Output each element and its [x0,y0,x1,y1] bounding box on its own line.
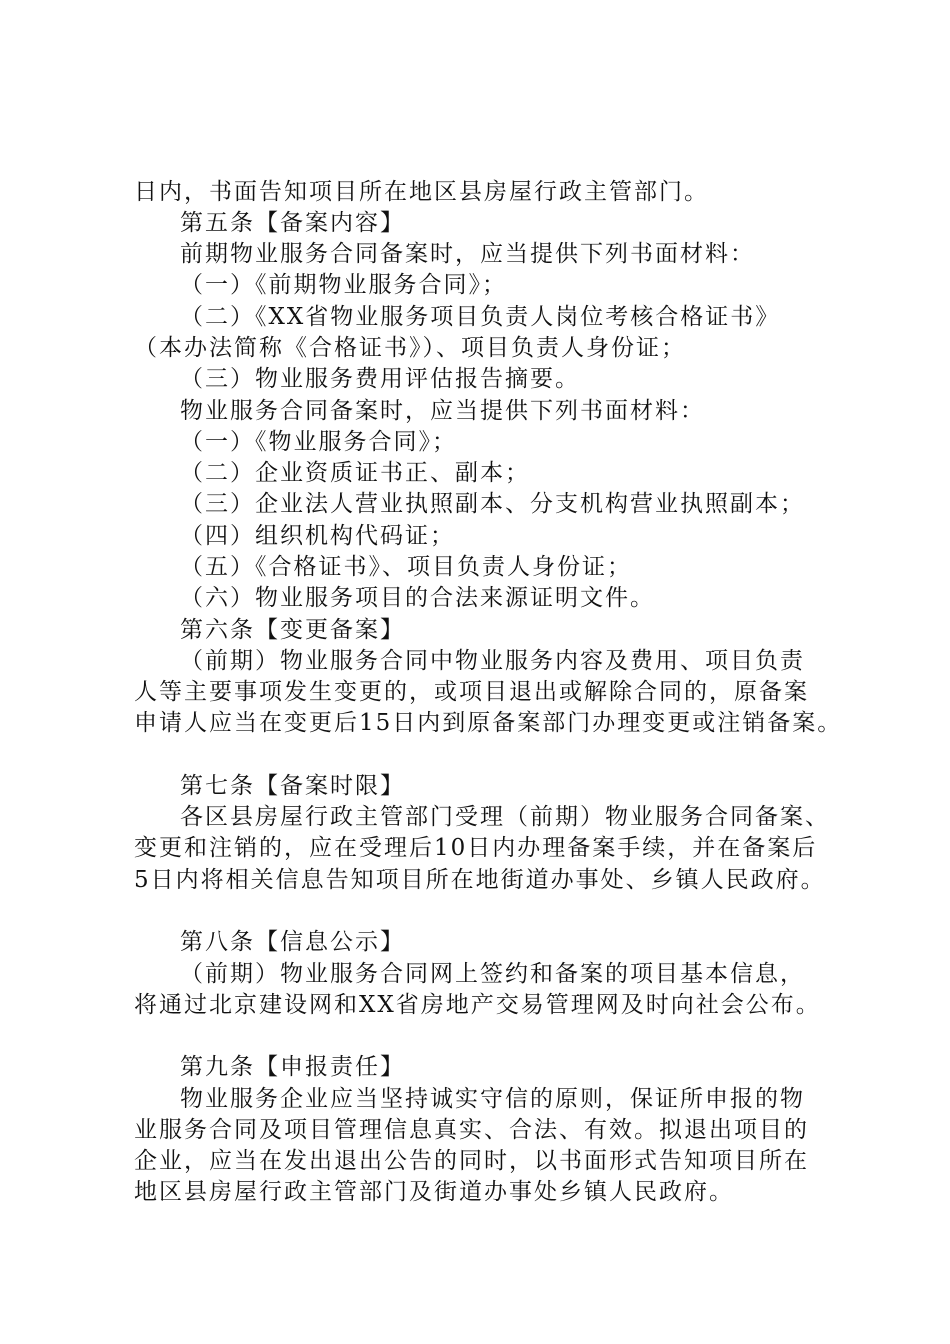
text-line: （前期）物业服务合同网上签约和备案的项目基本信息， [180,961,805,987]
text-line: 将通过北京建设网和XX省房地产交易管理网及时向社会公布。 [134,992,821,1018]
text-line: 业服务合同及项目管理信息真实、合法、有效。拟退出项目的 [134,1117,809,1143]
list-item: （四）组织机构代码证； [180,523,455,549]
text-line: 申请人应当在变更后15日内到原备案部门办理变更或注销备案。 [134,710,843,736]
text-line: 变更和注销的，应在受理后10日内办理备案手续，并在备案后 [134,835,818,861]
text-line: 日内，书面告知项目所在地区县房屋行政主管部门。 [134,179,709,205]
text-line: （前期）物业服务合同中物业服务内容及费用、项目负责 [180,648,805,674]
list-item: （一）《物业服务合同》； [180,429,457,455]
text-line: 5日内将相关信息告知项目所在地街道办事处、乡镇人民政府。 [134,867,826,893]
article-heading: 第八条【信息公示】 [180,929,405,955]
article-heading: 第六条【变更备案】 [180,617,405,643]
text-line: 地区县房屋行政主管部门及街道办事处乡镇人民政府。 [134,1179,734,1205]
text-line: 各区县房屋行政主管部门受理（前期）物业服务合同备案、 [180,804,830,830]
text-line: 企业，应当在发出退出公告的同时，以书面形式告知项目所在 [134,1148,809,1174]
article-heading: 第五条【备案内容】 [180,210,405,236]
article-heading: 第七条【备案时限】 [180,773,405,799]
text-line: 前期物业服务合同备案时，应当提供下列书面材料： [180,241,755,267]
article-heading: 第九条【申报责任】 [180,1054,405,1080]
list-item: （五）《合格证书》、项目负责人身份证； [180,554,632,580]
text-line: （本办法简称《合格证书》）、项目负责人身份证； [134,335,686,361]
list-item: （三）物业服务费用评估报告摘要。 [180,366,580,392]
list-item: （三）企业法人营业执照副本、分支机构营业执照副本； [180,491,805,517]
text-line: 人等主要事项发生变更的，或项目退出或解除合同的，原备案 [134,679,809,705]
list-item: （六）物业服务项目的合法来源证明文件。 [180,585,655,611]
list-item: （二）《XX省物业服务项目负责人岗位考核合格证书》 [180,304,781,330]
list-item: （一）《前期物业服务合同》； [180,272,507,298]
list-item: （二）企业资质证书正、副本； [180,460,530,486]
text-line: 物业服务企业应当坚持诚实守信的原则，保证所申报的物 [180,1086,805,1112]
text-line: 物业服务合同备案时，应当提供下列书面材料： [180,398,705,424]
